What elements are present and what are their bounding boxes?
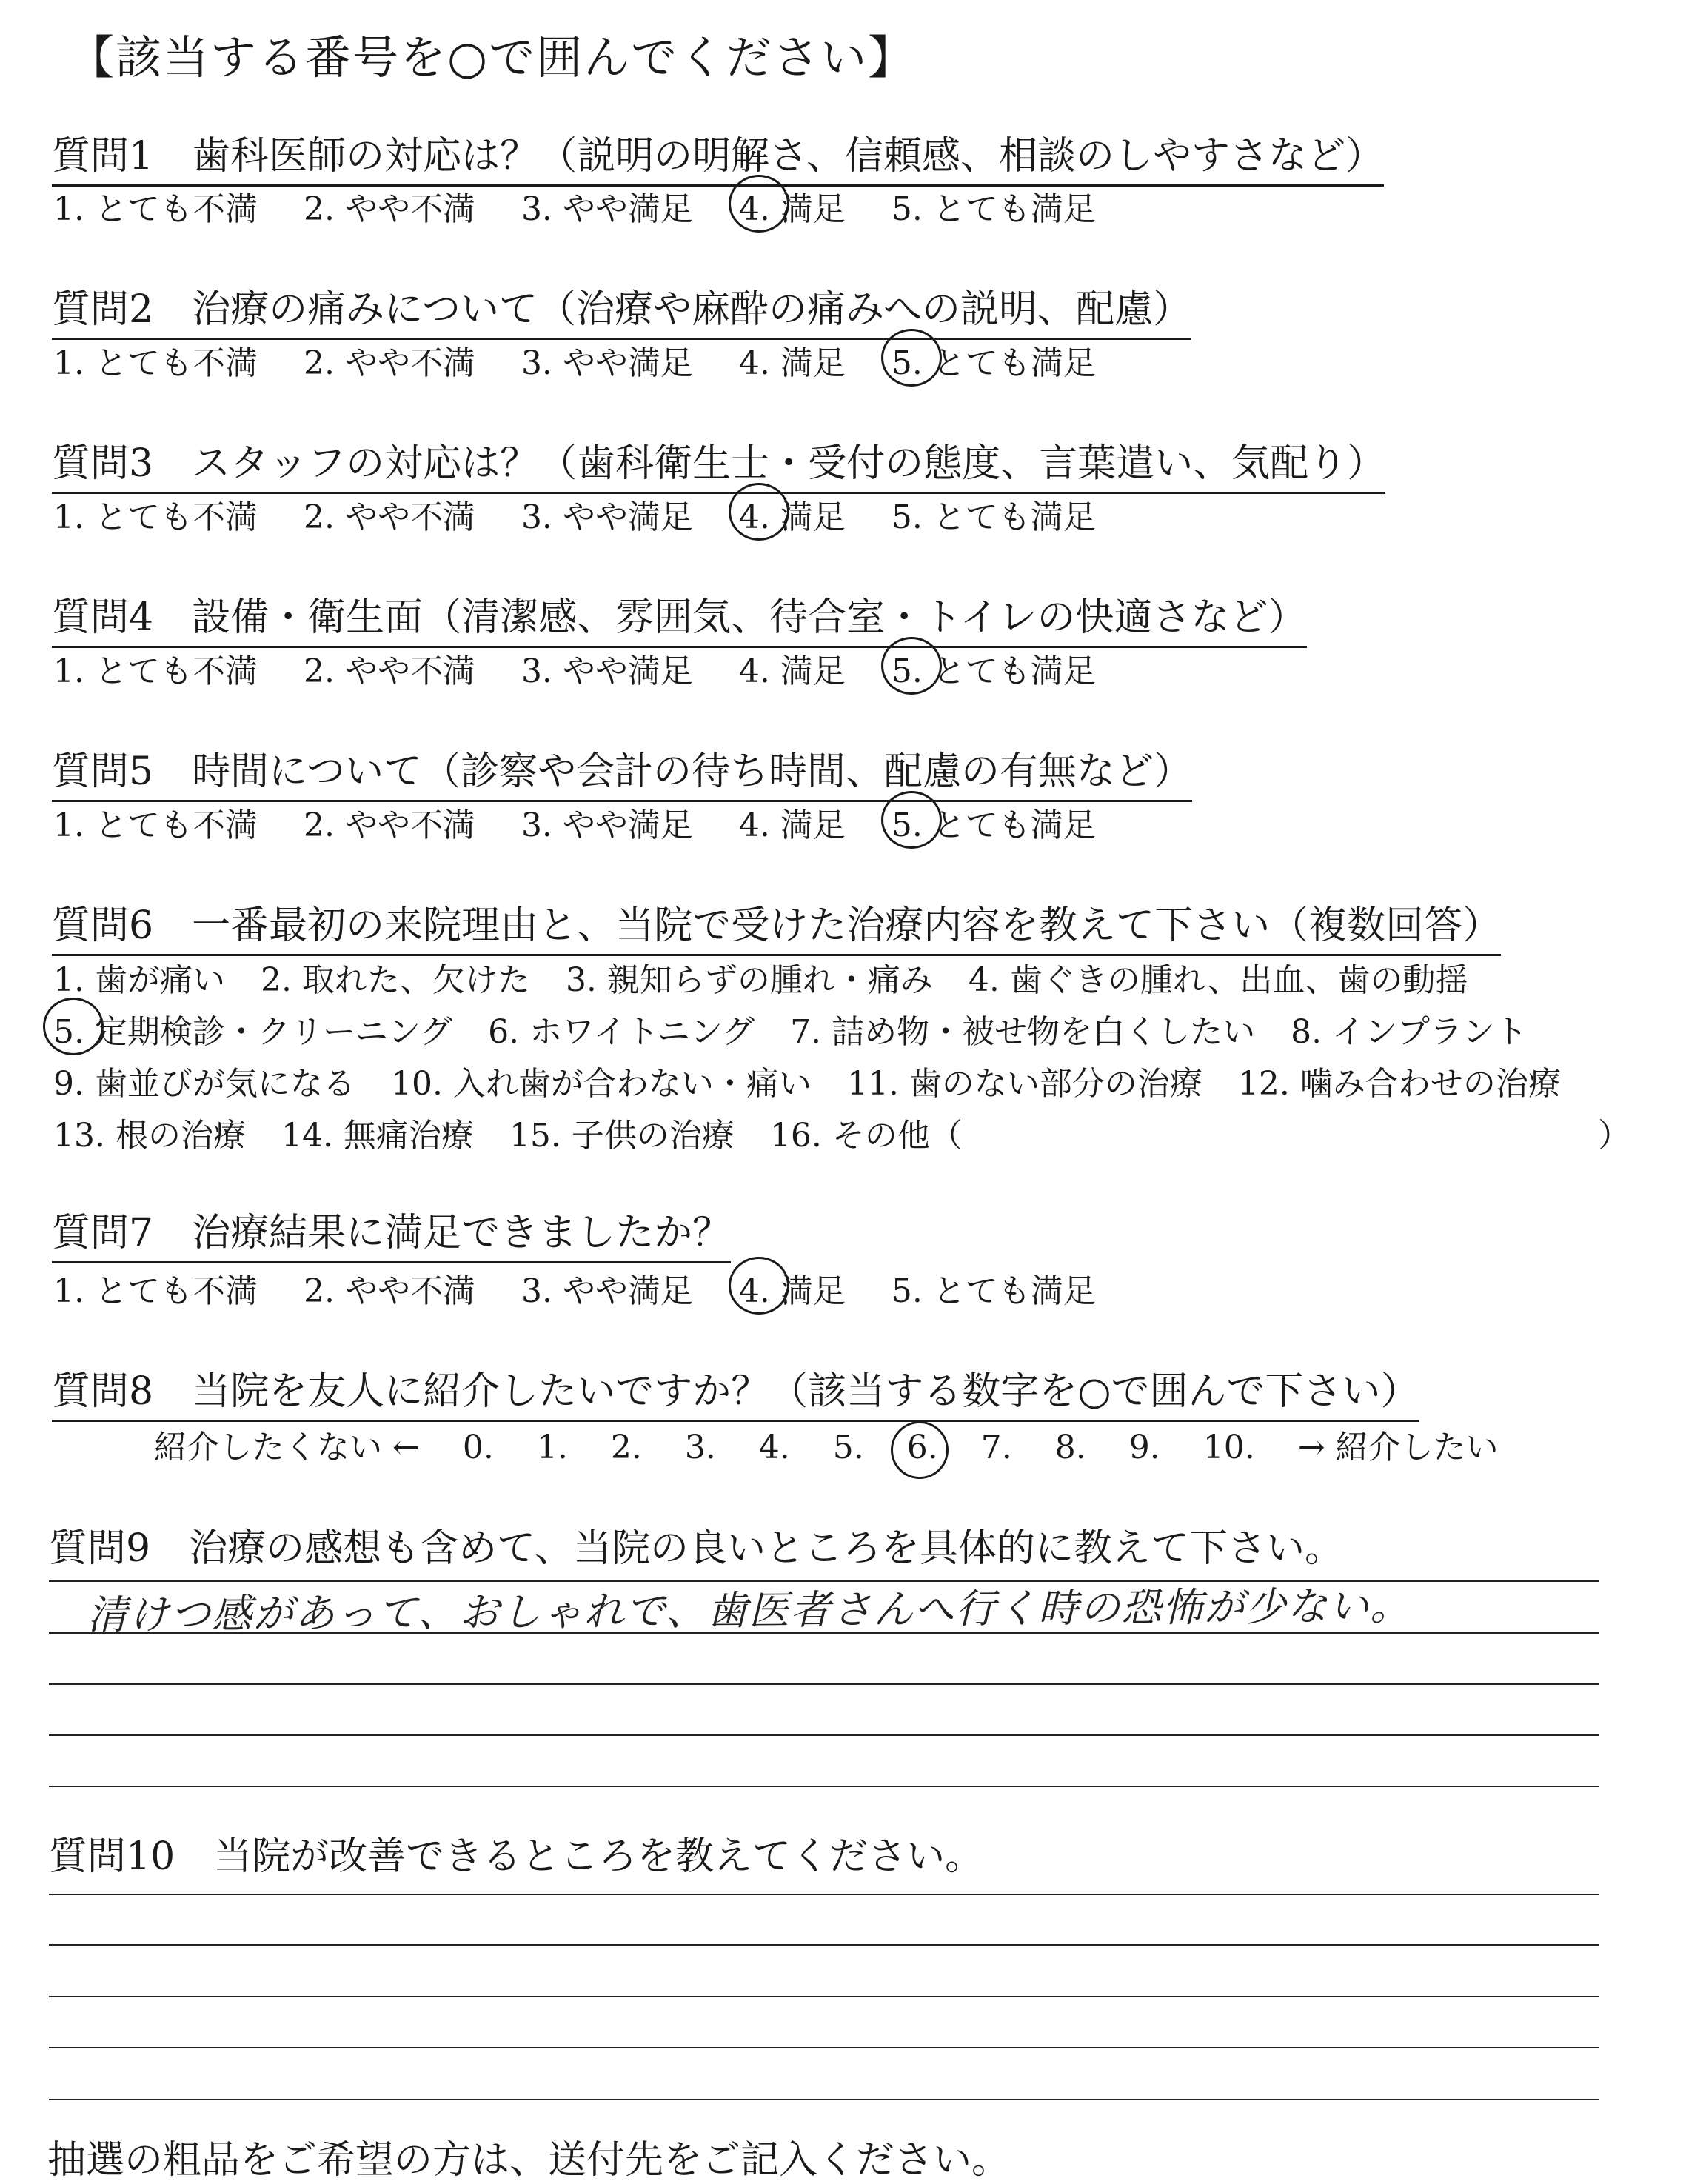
question-1: 質問1 歯科医師の対応は？（説明の明解さ、信頼感、相談のしやすさなど） (52, 124, 1384, 187)
question-5-options (53, 798, 1131, 846)
q4-option-2[interactable]: 2. やや不満 (303, 652, 475, 690)
q5-option-4[interactable]: 4. 満足 (738, 807, 846, 844)
q5-option-5-selected[interactable]: 5. とても満足 (892, 798, 1096, 846)
q6-option-10[interactable]: 10. 入れ歯が合わない・痛い (390, 1065, 812, 1103)
q8-option-2[interactable]: 2. (610, 1429, 642, 1466)
q8-right-label: → 紹介したい (1297, 1429, 1499, 1466)
question-4: 質問4 設備・衛生面（清潔感、雰囲気、待合室・トイレの快適さなど） (52, 586, 1307, 648)
q8-option-5[interactable]: 5. (832, 1429, 864, 1466)
question-6-row-4 (53, 1109, 988, 1156)
question-9: 質問9 治療の感想も含めて、当院の良いところを具体的に教えて下さい。 (49, 1526, 1344, 1571)
q1-option-1[interactable]: 1. とても不満 (53, 190, 258, 228)
q1-option-2[interactable]: 2. やや不満 (303, 190, 475, 228)
q8-option-1[interactable]: 1. (536, 1429, 568, 1466)
q7-option-4-selected[interactable]: 4. 満足 (739, 1264, 846, 1312)
q8-option-4[interactable]: 4. (758, 1429, 790, 1466)
q4-option-3[interactable]: 3. やや満足 (521, 652, 693, 690)
writing-line (49, 1734, 1599, 1736)
q1-option-4-selected[interactable]: 4. 満足 (739, 182, 846, 230)
q8-option-6-selected[interactable]: 6. (907, 1429, 938, 1466)
q2-option-4[interactable]: 4. 満足 (738, 344, 846, 382)
writing-line (49, 1944, 1599, 1946)
q3-option-1[interactable]: 1. とても不満 (53, 498, 258, 536)
writing-line (49, 1996, 1599, 1997)
question-7-options (53, 1264, 1131, 1312)
q8-option-0[interactable]: 0. (462, 1429, 494, 1466)
question-1-options (53, 182, 1131, 230)
q5-option-3[interactable]: 3. やや満足 (521, 807, 693, 844)
question-2-options (53, 336, 1131, 384)
q5-option-2[interactable]: 2. やや不満 (303, 807, 475, 844)
question-3-options (53, 490, 1131, 538)
q6-option-12[interactable]: 12. 噛み合わせの治療 (1237, 1065, 1561, 1103)
q2-option-5-selected[interactable]: 5. とても満足 (892, 336, 1096, 384)
question-7: 質問7 治療結果に満足できましたか？ (52, 1201, 731, 1263)
q2-option-3[interactable]: 3. やや満足 (521, 344, 693, 382)
q6-other-close-paren: ） (1598, 1117, 1630, 1155)
q6-option-4[interactable]: 4. 歯ぐきの腫れ、出血、歯の動揺 (968, 961, 1468, 999)
q7-option-1[interactable]: 1. とても不満 (53, 1272, 258, 1310)
q6-option-5-selected[interactable]: 5. 定期検診・クリーニング (53, 1005, 452, 1052)
writing-line (49, 1632, 1599, 1634)
q8-option-7[interactable]: 7. (980, 1429, 1012, 1466)
question-3: 質問3 スタッフの対応は？（歯科衛生士・受付の態度、言葉遣い、気配り） (52, 432, 1385, 494)
question-2: 質問2 治療の痛みについて（治療や麻酔の痛みへの説明、配慮） (52, 278, 1191, 340)
question-6-row-2 (53, 1005, 1553, 1052)
q6-option-7[interactable]: 7. 詰め物・被せ物を白くしたい (790, 1013, 1256, 1051)
q8-option-9[interactable]: 9. (1128, 1429, 1160, 1466)
q5-option-1[interactable]: 1. とても不満 (53, 807, 258, 844)
q6-option-6[interactable]: 6. ホワイトニング (488, 1013, 755, 1051)
page-title: 【該当する番号を○で囲んでください】 (68, 30, 916, 84)
q1-option-5[interactable]: 5. とても満足 (891, 190, 1096, 228)
writing-line (49, 1683, 1599, 1685)
q4-option-4[interactable]: 4. 満足 (738, 652, 846, 690)
q3-option-3[interactable]: 3. やや満足 (521, 498, 693, 536)
q9-handwritten-answer[interactable]: 清けつ感があって、おしゃれで、歯医者さんへ行く時の恐怖が少ない。 (87, 1582, 1412, 1639)
q6-option-3[interactable]: 3. 親知らずの腫れ・痛み (565, 961, 933, 999)
writing-line (49, 2047, 1599, 2048)
q3-option-2[interactable]: 2. やや不満 (303, 498, 475, 536)
q2-option-1[interactable]: 1. とても不満 (53, 344, 258, 382)
q3-option-5[interactable]: 5. とても満足 (891, 498, 1096, 536)
q1-option-3[interactable]: 3. やや満足 (521, 190, 693, 228)
q8-option-3[interactable]: 3. (684, 1429, 716, 1466)
q4-option-1[interactable]: 1. とても不満 (53, 652, 258, 690)
q7-option-2[interactable]: 2. やや不満 (303, 1272, 475, 1310)
q4-option-5-selected[interactable]: 5. とても満足 (892, 644, 1096, 692)
writing-line (49, 1894, 1599, 1895)
q6-option-9[interactable]: 9. 歯並びが気になる (53, 1065, 355, 1103)
writing-line (49, 1786, 1599, 1787)
q6-option-15[interactable]: 15. 子供の治療 (509, 1117, 735, 1155)
q8-left-label: 紹介したくない ← (154, 1429, 420, 1466)
q8-option-10[interactable]: 10. (1202, 1429, 1255, 1466)
q6-option-14[interactable]: 14. 無痛治療 (281, 1117, 474, 1155)
q6-option-8[interactable]: 8. インプラント (1291, 1013, 1528, 1051)
question-5: 質問5 時間について（診察や会計の待ち時間、配慮の有無など） (52, 740, 1192, 802)
q7-option-3[interactable]: 3. やや満足 (521, 1272, 693, 1310)
q6-option-11[interactable]: 11. 歯のない部分の治療 (846, 1065, 1202, 1103)
question-4-options (53, 644, 1131, 692)
question-6-row-3 (53, 1057, 1586, 1104)
q8-option-8[interactable]: 8. (1054, 1429, 1086, 1466)
q6-option-16[interactable]: 16. その他（ (769, 1117, 963, 1155)
q2-option-2[interactable]: 2. やや不満 (303, 344, 475, 382)
q6-option-1[interactable]: 1. 歯が痛い (53, 961, 225, 999)
question-8-scale (154, 1420, 1531, 1468)
footer-note: 抽選の粗品をご希望の方は、送付先をご記入ください。 (47, 2138, 1011, 2183)
question-10: 質問10 当院が改善できるところを教えてください。 (49, 1834, 984, 1879)
q6-option-2[interactable]: 2. 取れた、欠けた (260, 961, 530, 999)
q3-option-4-selected[interactable]: 4. 満足 (739, 490, 846, 538)
q6-option-13[interactable]: 13. 根の治療 (53, 1117, 246, 1155)
question-6: 質問6 一番最初の来院理由と、当院で受けた治療内容を教えて下さい（複数回答） (52, 894, 1501, 956)
q7-option-5[interactable]: 5. とても満足 (891, 1272, 1096, 1310)
question-6-row-1 (53, 953, 1493, 1001)
writing-line (49, 2099, 1599, 2100)
question-8: 質問8 当院を友人に紹介したいですか？（該当する数字を○で囲んで下さい） (52, 1360, 1419, 1422)
